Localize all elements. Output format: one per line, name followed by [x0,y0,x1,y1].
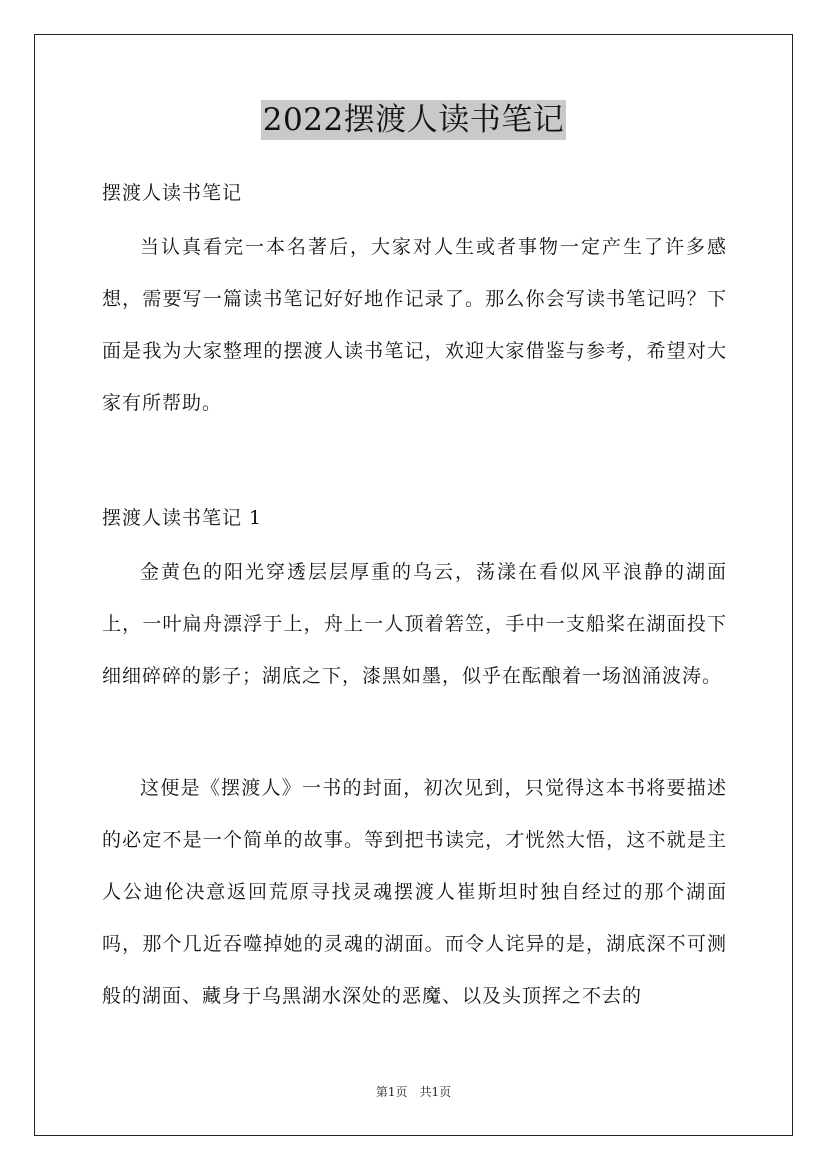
document-title: 2022摆渡人读书笔记 [262,102,565,138]
intro-paragraph: 当认真看完一本名著后，大家对人生或者事物一定产生了许多感想，需要写一篇读书笔记好好地作记录了。那么你会写读书笔记吗？下面是我为大家整理的摆渡人读书笔记，欢迎大家借鉴与参考，希望对大家有所帮助。 [102,236,727,414]
title-container [0,100,827,140]
body-paragraph-2: 这便是《摆渡人》一书的封面，初次见到，只觉得这本书将要描述的必定不是一个简单的故事。等到把书读完，才恍然大悟，这不就是主人公迪伦决意返回荒原寻找灵魂摆渡人崔斯坦时独自经过的那个湖面吗，那个几近吞噬掉她的灵魂的湖面。而令人诧异的是，湖底深不可测般的湖面、藏身于乌黑湖水深处的恶魔、以及头顶挥之不去的 [102,777,727,1007]
page-footer: 第1页 共1页 [375,1085,452,1099]
body-paragraph-1: 金黄色的阳光穿透层层厚重的乌云，荡漾在看似风平浪静的湖面上，一叶扁舟漂浮于上，舟上一人顶着箬笠，手中一支船桨在湖面投下细细碎碎的影子；湖底之下，漆黑如墨，似乎在酝酿着一场汹涌波涛。 [102,561,727,687]
section-heading: 摆渡人读书笔记 1 [102,507,263,529]
document-subtitle: 摆渡人读书笔记 [102,182,243,204]
